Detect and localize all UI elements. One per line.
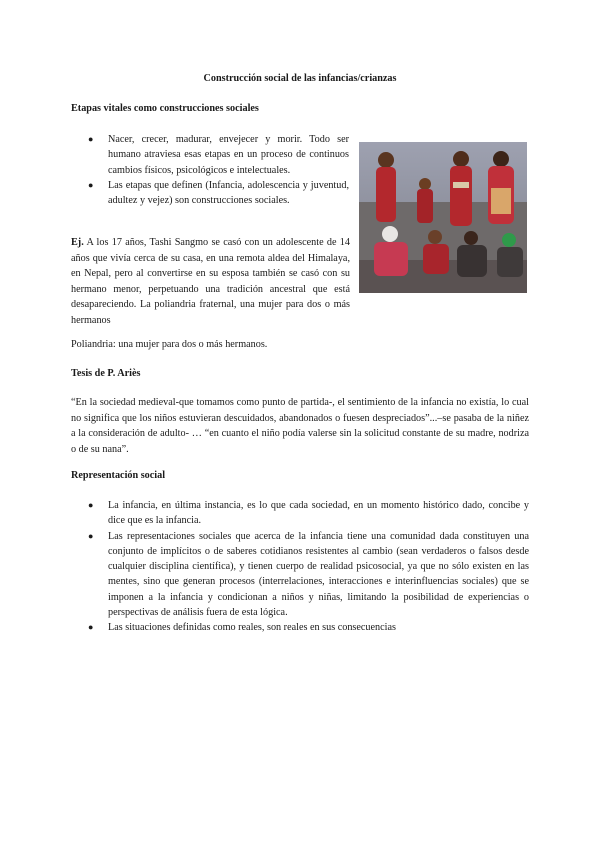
bullet-icon: ● bbox=[88, 500, 94, 510]
figure-boy-back bbox=[417, 178, 433, 223]
bullet-icon: ● bbox=[88, 134, 94, 144]
section-heading-aries: Tesis de P. Ariès bbox=[71, 368, 141, 379]
list-item: ● Las situaciones definidas como reales, son reales en sus consecuencias bbox=[108, 620, 529, 635]
bullet-icon: ● bbox=[88, 530, 94, 541]
bullet-icon: ● bbox=[88, 179, 94, 190]
list-item: ● La infancia, en última instancia, es lo que cada sociedad, en un momento histórico dado, concibe y dice que es la infancia. bbox=[88, 500, 529, 527]
list-item: ● Las etapas que definen (Infancia, adolescencia y juventud, adultez y vejez) son construcciones sociales. bbox=[88, 179, 349, 207]
section-heading-representacion: Representación social bbox=[71, 470, 166, 481]
bullet-list-etapas bbox=[88, 132, 349, 208]
example-paragraph: Ej. A los 17 años, Tashi Sangmo se casó con un adolescente de 14 años que vivía cerca de su casa, en una remota aldea del Himalaya, en Nepal, pero al convertirse en su esposa también se casó con su hermano menor, perpetuando una tradición ancestral que está desapareciendo. La poliandria fraternal, una mujer para dos o más hermanos bbox=[71, 237, 350, 326]
page-title: Construcción social de las infancias/crianzas bbox=[203, 73, 397, 84]
bullet-list-representacion bbox=[88, 498, 529, 636]
section-heading-etapas: Etapas vitales como construcciones sociales bbox=[71, 103, 259, 114]
list-item: ● Nacer, crecer, madurar, envejecer y morir. Todo ser humano atraviesa esas etapas en un proceso de continuos cambios físicos, psicológicos e intelectuales. bbox=[88, 134, 349, 176]
poliandria-note: Poliandria: una mujer para dos o más hermanos. bbox=[71, 339, 268, 350]
aries-quote: “En la sociedad medieval-que tomamos como punto de partida-, el sentimiento de la infancia no existía, lo cual no significa que los niños estuvieran descuidados, abandonados o fuesen despreciados”...–se pasaba de la niñez a la consideración de adulto- … “en cuanto el niño podía valerse sin la solicitud constante de su madre, nodriza o de su nana”. bbox=[71, 397, 529, 455]
figure-man-left bbox=[376, 152, 396, 222]
bullet-icon: ● bbox=[88, 622, 94, 633]
example-label: Ej. bbox=[71, 237, 84, 248]
nepal-family-photo bbox=[359, 142, 527, 293]
list-item: ● Las representaciones sociales que acerca de la infancia tiene una comunidad dada constituyen una conjunto de implícitos o de saberes cotidianos resistentes al cambio (sean verdaderos o falsos desde cualquier disciplina científica), y tienen cuerpo de realidad psicosocial, ya que no sólo existen en las mentes, sino que generan procesos (interrelaciones, interacciones e interinfluencias sociales) que se imponen a la infancia y condicionan a niños y niñas, limitando la posibilidad de experiencias o perspectivas de análisis fuera de esta lógica. bbox=[88, 530, 529, 619]
